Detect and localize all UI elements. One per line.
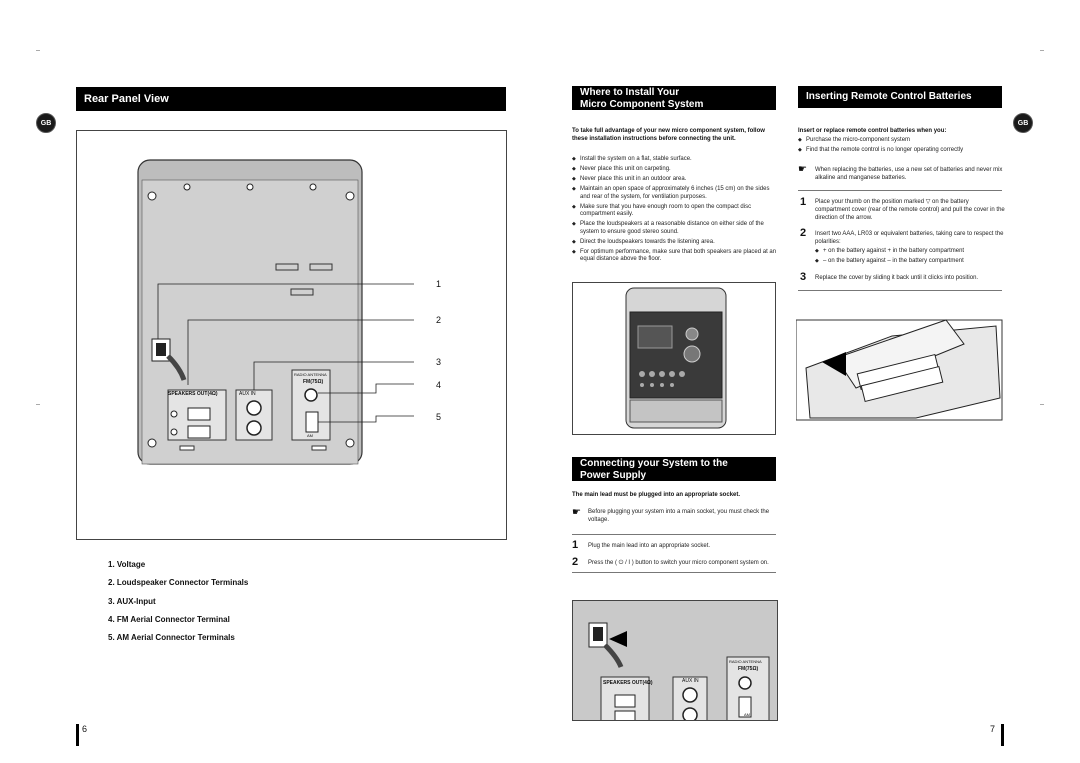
install-title-bar bbox=[572, 86, 776, 110]
install-bullet: ◆ Never place this unit on carpeting. bbox=[572, 166, 778, 174]
am-label: AM bbox=[307, 433, 313, 438]
divider bbox=[572, 534, 776, 535]
remote-battery-illustration bbox=[796, 318, 1004, 422]
gb-language-badge: GB bbox=[36, 113, 56, 133]
radio-antenna-label: RADIO ANTENNA bbox=[294, 372, 327, 377]
legend-item: 3. AUX-Input bbox=[108, 597, 156, 606]
batteries-title: Inserting Remote Control Batteries bbox=[806, 91, 972, 102]
am-label: AM bbox=[744, 712, 750, 717]
fm-label: FM(75Ω) bbox=[303, 379, 324, 385]
install-bullet-list bbox=[572, 156, 778, 266]
batteries-intro: Insert or replace remote control batteries when you: bbox=[798, 128, 947, 134]
power-step-number: 1 bbox=[572, 539, 579, 551]
power-title-bar bbox=[572, 457, 776, 481]
fm-label: FM(75Ω) bbox=[738, 666, 759, 672]
power-step-number: 2 bbox=[572, 556, 579, 568]
power-intro: The main lead must be plugged into an appropriate socket. bbox=[572, 492, 741, 498]
batteries-bullet: ◆ Find that the remote control is no longer operating correctly bbox=[798, 147, 1004, 155]
batteries-bullet-list bbox=[798, 137, 1004, 157]
batteries-bullet: ◆ Purchase the micro-component system bbox=[798, 137, 1004, 145]
page-number-right: 7 bbox=[990, 724, 996, 734]
install-intro: To take full advantage of your new micro component system, follow these installation instructions before connecting the unit. bbox=[572, 128, 765, 142]
rear-panel-drawing bbox=[76, 130, 507, 540]
crop-mark bbox=[36, 50, 40, 51]
power-title-line2: Power Supply bbox=[580, 470, 647, 481]
rear-panel-title: Rear Panel View bbox=[84, 93, 169, 105]
install-title-line1: Where to Install Your bbox=[580, 87, 680, 98]
install-bullet: ◆ Never place this unit in an outdoor area. bbox=[572, 176, 778, 184]
aux-in-label: AUX IN bbox=[682, 678, 699, 684]
note-hand-icon: ☛ bbox=[572, 507, 581, 518]
legend-item: 1. Voltage bbox=[108, 560, 146, 569]
front-unit-illustration bbox=[572, 282, 776, 435]
battery-step-number: 3 bbox=[800, 271, 807, 283]
polarity-list bbox=[815, 248, 1005, 268]
callout-4: 4 bbox=[436, 380, 442, 390]
divider bbox=[798, 190, 1002, 191]
install-bullet: ◆ Direct the loudspeakers towards the listening area. bbox=[572, 239, 778, 247]
power-step-text: Plug the main lead into an appropriate socket. bbox=[588, 543, 711, 549]
power-step-text: Press the ( ⏻ / I ) button to switch your micro component system on. bbox=[588, 560, 769, 566]
legend-item: 2. Loudspeaker Connector Terminals bbox=[108, 578, 249, 587]
install-title-line2: Micro Component System bbox=[580, 99, 704, 110]
battery-step-text: Place your thumb on the position marked ▽ on the battery compartment cover (rear of the remote control) and pull the cover in the direction of the arrow. bbox=[815, 199, 1005, 221]
power-note: Before plugging your system into a main socket, you must check the voltage. bbox=[588, 509, 770, 523]
install-bullet: ◆ Maintain an open space of approximately 6 inches (15 cm) on the sides and rear of the system, for ventilation purposes. bbox=[572, 186, 778, 201]
batteries-note: When replacing the batteries, use a new set of batteries and never mix alkaline and manganese batteries. bbox=[815, 167, 1003, 181]
polarity-item: ◆ – on the battery against – in the battery compartment bbox=[815, 258, 1005, 266]
gb-language-badge: GB bbox=[1013, 113, 1033, 133]
callout-1: 1 bbox=[436, 279, 442, 289]
install-bullet: ◆ Place the loudspeakers at a reasonable distance on either side of the system to ensure good stereo sound. bbox=[572, 221, 778, 236]
divider bbox=[798, 290, 1002, 291]
rear-panel-title-bar bbox=[76, 87, 506, 111]
page-number-left: 6 bbox=[82, 724, 88, 734]
callout-5: 5 bbox=[436, 412, 442, 422]
battery-step-number: 1 bbox=[800, 196, 807, 208]
divider bbox=[572, 572, 776, 573]
install-bullet: ◆ Make sure that you have enough room to open the compact disc compartment easily. bbox=[572, 204, 778, 219]
note-hand-icon: ☛ bbox=[798, 164, 807, 175]
page-bar-right bbox=[1001, 724, 1004, 746]
power-title-line1: Connecting your System to the bbox=[580, 458, 728, 469]
callout-3: 3 bbox=[436, 357, 442, 367]
callout-2: 2 bbox=[436, 315, 442, 325]
crop-mark bbox=[1040, 404, 1044, 405]
battery-step-text: Replace the cover by sliding it back until it clicks into position. bbox=[815, 275, 979, 281]
install-bullet: ◆ For optimum performance, make sure that both speakers are placed at an equal distance above the floor. bbox=[572, 249, 778, 264]
page-bar-left bbox=[76, 724, 79, 746]
install-bullet: ◆ Install the system on a flat, stable surface. bbox=[572, 156, 778, 164]
legend-item: 5. AM Aerial Connector Terminals bbox=[108, 633, 235, 642]
battery-step-text: Insert two AAA, LR03 or equivalent batteries, taking care to respect the polarities: bbox=[815, 231, 1004, 245]
batteries-title-bar bbox=[798, 86, 1002, 108]
speakers-out-label: SPEAKERS OUT(4Ω) bbox=[603, 680, 653, 686]
polarity-item: ◆ + on the battery against + in the battery compartment bbox=[815, 248, 1005, 256]
aux-in-label: AUX IN bbox=[239, 391, 256, 397]
legend-item: 4. FM Aerial Connector Terminal bbox=[108, 615, 230, 624]
crop-mark bbox=[36, 404, 40, 405]
battery-step-number: 2 bbox=[800, 227, 807, 239]
speakers-out-label: SPEAKERS OUT(4Ω) bbox=[168, 391, 218, 397]
radio-antenna-label: RADIO ANTENNA bbox=[729, 659, 762, 664]
crop-mark bbox=[1040, 50, 1044, 51]
